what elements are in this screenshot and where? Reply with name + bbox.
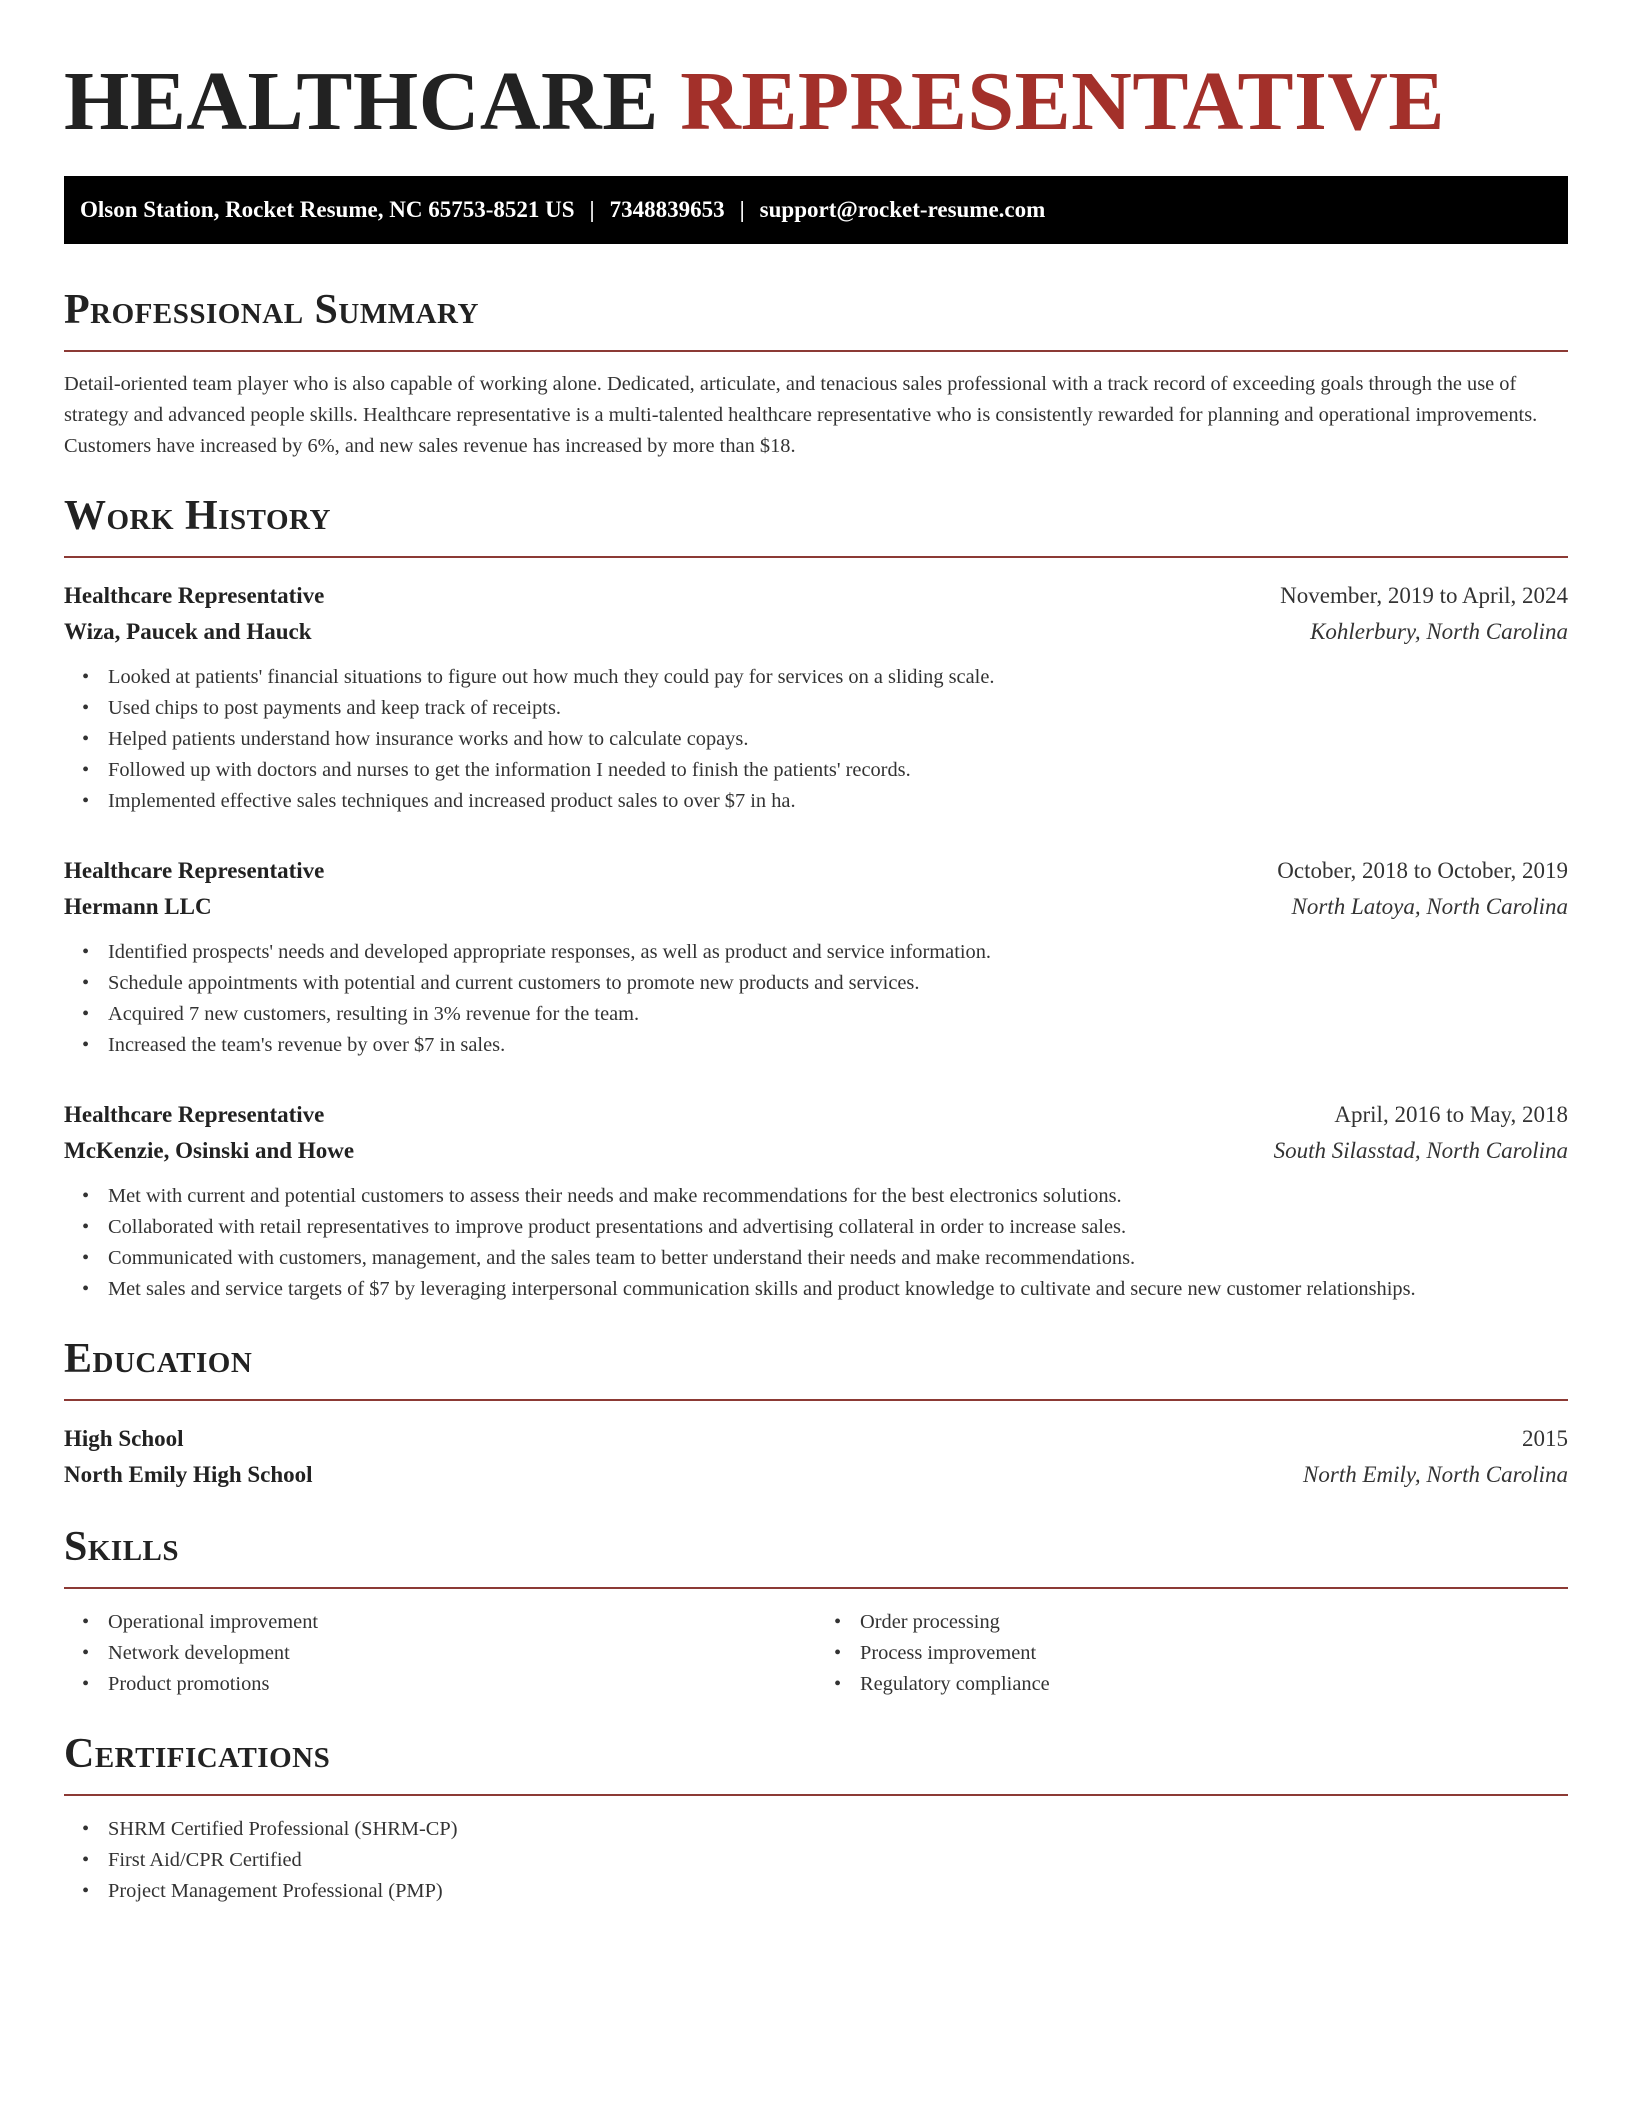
certifications-heading: Certifications: [64, 1731, 331, 1777]
education-school: North Emily High School: [64, 1462, 313, 1487]
contact-separator: |: [739, 197, 745, 222]
job-bullet: • Implemented effective sales techniques and increased product sales to over $7 in ha.: [108, 786, 1568, 817]
education-school-row: [64, 1457, 1568, 1493]
job-bullet: • Followed up with doctors and nurses to get the information I needed to finish the patients' records.: [108, 755, 1568, 786]
section-divider: [64, 556, 1568, 558]
education-heading: Education: [64, 1336, 253, 1382]
job-company: Wiza, Paucek and Hauck: [64, 619, 312, 644]
contact-address: Olson Station, Rocket Resume, NC 65753-8521 US: [80, 197, 575, 222]
title-main: HEALTHCARE: [64, 55, 659, 148]
job-bullets: [64, 662, 1568, 817]
title-accent: REPRESENTATIVE: [680, 55, 1445, 148]
summary-section: [64, 284, 1568, 462]
job-header-row: [64, 1097, 1568, 1133]
job-location: South Silasstad, North Carolina: [1273, 1138, 1568, 1163]
job-location: Kohlerbury, North Carolina: [1310, 619, 1568, 644]
job-bullet: • Helped patients understand how insurance works and how to calculate copays.: [108, 724, 1568, 755]
job-bullet: • Communicated with customers, management, and the sales team to better understand their needs and make recommendations.: [108, 1243, 1568, 1274]
skills-column-left: [64, 1607, 816, 1700]
job-entry: [64, 1097, 1568, 1305]
job-entry: [64, 853, 1568, 1061]
skill-item: • Product promotions: [108, 1669, 816, 1700]
resume-title: [64, 52, 1568, 152]
job-company: Hermann LLC: [64, 894, 212, 919]
skills-grid: [64, 1607, 1568, 1700]
job-company-row: [64, 889, 1568, 925]
job-bullet: • Met with current and potential customers to assess their needs and make recommendations for the best electronics solutions.: [108, 1181, 1568, 1212]
job-title: Healthcare Representative: [64, 858, 325, 883]
education-location: North Emily, North Carolina: [1303, 1462, 1568, 1487]
job-bullet: • Collaborated with retail representatives to improve product presentations and advertising collateral in order to increase sales.: [108, 1212, 1568, 1243]
education-section: [64, 1333, 1568, 1493]
skills-column-right: [816, 1607, 1568, 1700]
contact-phone[interactable]: 7348839653: [609, 197, 725, 222]
skill-item: • Process improvement: [860, 1638, 1568, 1669]
contact-bar: [64, 176, 1568, 244]
education-degree: High School: [64, 1426, 184, 1451]
certifications-section: [64, 1728, 1568, 1907]
job-company-row: [64, 1133, 1568, 1169]
contact-email[interactable]: support@rocket-resume.com: [759, 197, 1046, 222]
education-degree-row: [64, 1421, 1568, 1457]
job-bullet: • Met sales and service targets of $7 by leveraging interpersonal communication skills and product knowledge to cultivate and secure new customer relationships.: [108, 1274, 1568, 1305]
job-bullets: [64, 937, 1568, 1061]
section-divider: [64, 1587, 1568, 1589]
education-year: 2015: [1522, 1426, 1568, 1451]
contact-separator: |: [589, 197, 595, 222]
summary-heading: Professional Summary: [64, 287, 479, 333]
job-dates: October, 2018 to October, 2019: [1277, 858, 1568, 883]
job-bullet: • Looked at patients' financial situations to figure out how much they could pay for services on a sliding scale.: [108, 662, 1568, 693]
skills-heading: Skills: [64, 1524, 180, 1570]
job-header-row: [64, 853, 1568, 889]
job-dates: April, 2016 to May, 2018: [1334, 1102, 1568, 1127]
job-bullets: [64, 1181, 1568, 1305]
job-bullet: • Schedule appointments with potential and current customers to promote new products and services.: [108, 968, 1568, 999]
job-company: McKenzie, Osinski and Howe: [64, 1138, 355, 1163]
skill-item: • Order processing: [860, 1607, 1568, 1638]
certification-item: • First Aid/CPR Certified: [108, 1845, 1568, 1876]
job-bullet: • Acquired 7 new customers, resulting in 3% revenue for the team.: [108, 999, 1568, 1030]
job-title: Healthcare Representative: [64, 583, 325, 608]
job-dates: November, 2019 to April, 2024: [1280, 583, 1568, 608]
job-header-row: [64, 578, 1568, 614]
certification-item: • SHRM Certified Professional (SHRM-CP): [108, 1814, 1568, 1845]
job-bullet: • Used chips to post payments and keep track of receipts.: [108, 693, 1568, 724]
skill-item: • Regulatory compliance: [860, 1669, 1568, 1700]
job-company-row: [64, 614, 1568, 650]
certification-item: • Project Management Professional (PMP): [108, 1876, 1568, 1907]
section-divider: [64, 350, 1568, 352]
education-entry: [64, 1421, 1568, 1493]
certifications-list: [64, 1814, 1568, 1907]
skill-item: • Operational improvement: [108, 1607, 816, 1638]
job-location: North Latoya, North Carolina: [1291, 894, 1568, 919]
job-entry: [64, 578, 1568, 817]
job-bullet: • Increased the team's revenue by over $7 in sales.: [108, 1030, 1568, 1061]
job-title: Healthcare Representative: [64, 1102, 325, 1127]
job-bullet: • Identified prospects' needs and developed appropriate responses, as well as product and service information.: [108, 937, 1568, 968]
skill-item: • Network development: [108, 1638, 816, 1669]
work-history-heading: Work History: [64, 493, 331, 539]
section-divider: [64, 1399, 1568, 1401]
skills-section: [64, 1521, 1568, 1700]
section-divider: [64, 1794, 1568, 1796]
work-history-section: [64, 490, 1568, 1305]
summary-text: Detail-oriented team player who is also capable of working alone. Dedicated, articulate, and tenacious sales professional with a track record of exceeding goals through the use of strategy and advanced people skills. Healthcare representative is a multi-talented healthcare representative who is consistently rewarded for planning and operational improvements. Customers have increased by 6%, and new sales revenue has increased by more than $18.: [64, 373, 1538, 457]
